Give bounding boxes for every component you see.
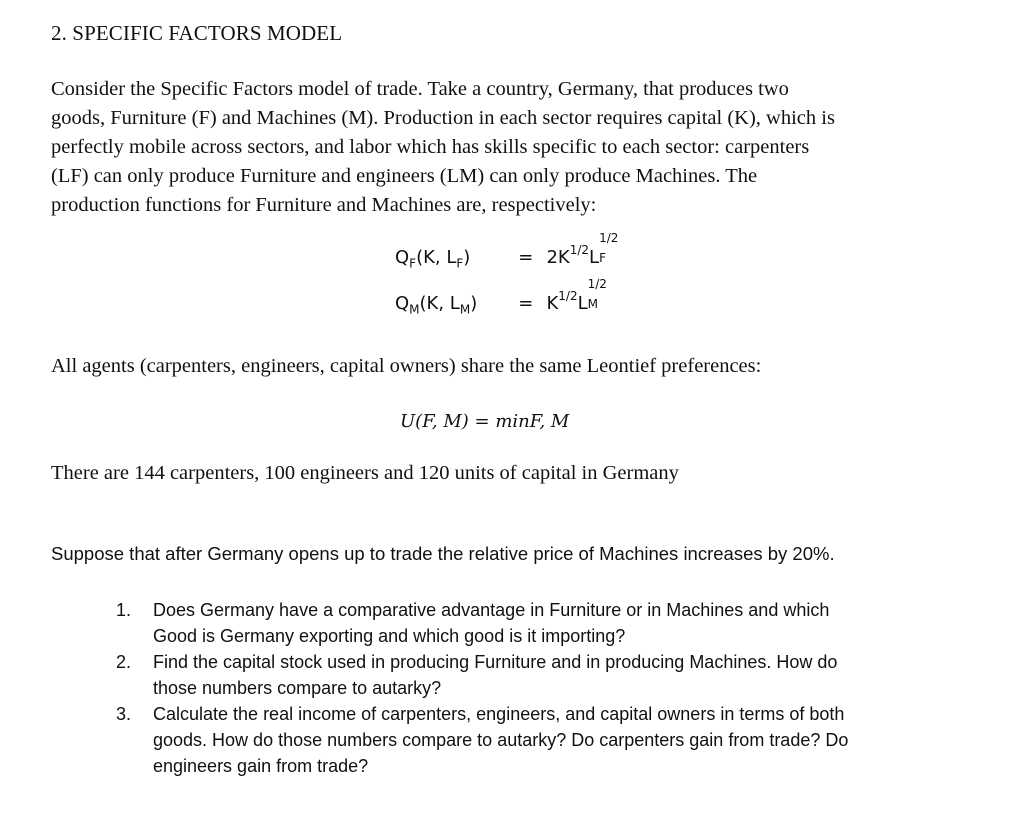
exponent-stack — [599, 231, 619, 265]
equation-lhs — [395, 247, 505, 271]
subscript-l: M — [587, 297, 598, 311]
question-number: 2. — [116, 652, 132, 672]
exponent-l: 1/2 — [587, 277, 607, 291]
subscript-m: M — [409, 302, 420, 317]
exponent-stack — [587, 277, 607, 311]
question-line: Calculate the real income of carpenters, engineers, and capital owners in terms of both — [153, 704, 845, 724]
utility-lhs: U(F, M) — [400, 411, 469, 432]
question-line: goods. How do those numbers compare to autarky? Do carpenters gain from trade? Do — [153, 730, 849, 750]
subscript-l: F — [599, 251, 606, 265]
exponent-l: 1/2 — [599, 231, 619, 245]
question-number: 1. — [116, 600, 132, 620]
equals-sign: = — [474, 411, 490, 432]
equation-args: (K, L — [416, 247, 457, 268]
symbol-l: L — [577, 293, 588, 314]
preferences-text: All agents (carpenters, engineers, capital owners) share the same Leontief preferences: — [51, 355, 762, 377]
subscript-f: F — [409, 256, 417, 271]
question-line: those numbers compare to autarky? — [153, 678, 442, 698]
suppose-text: Suppose that after Germany opens up to trade the relative price of Machines increases by 20%. — [51, 543, 835, 564]
intro-line: goods, Furniture (F) and Machines (M). Production in each sector requires capital (K), which is — [51, 107, 835, 129]
intro-paragraph — [51, 75, 956, 220]
section-heading: 2. SPECIFIC FACTORS MODEL — [51, 21, 343, 45]
question-line: Does Germany have a comparative advantage in Furniture or in Machines and which — [153, 600, 830, 620]
symbol-q: Q — [395, 293, 410, 314]
close-paren: ) — [470, 293, 478, 314]
intro-line: (LF) can only produce Furniture and engineers (LM) can only produce Machines. The — [51, 165, 758, 187]
question-item — [116, 701, 956, 779]
intro-line: perfectly mobile across sectors, and labor which has skills specific to each sector: carpenters — [51, 136, 810, 158]
question-line: Find the capital stock used in producing Furniture and in producing Machines. How do — [153, 652, 838, 672]
utility-function — [400, 411, 569, 432]
question-item — [116, 649, 956, 701]
intro-line: Consider the Specific Factors model of trade. Take a country, Germany, that produces two — [51, 78, 789, 100]
close-paren: ) — [463, 247, 471, 268]
question-number: 3. — [116, 704, 132, 724]
equation-args: (K, L — [419, 293, 460, 314]
endowments-text: There are 144 carpenters, 100 engineers and 120 units of capital in Germany — [51, 462, 679, 484]
symbol-q: Q — [395, 247, 410, 268]
equation-lhs — [395, 293, 505, 317]
intro-line: production functions for Furniture and Machines are, respectively: — [51, 194, 597, 216]
subscript-m: M — [459, 302, 471, 317]
exponent-k: 1/2 — [558, 289, 578, 303]
question-item — [116, 597, 956, 649]
coefficient-k: K — [546, 293, 559, 314]
equals-sign: = — [518, 247, 534, 268]
furniture-production-function — [395, 231, 619, 271]
question-line: Good is Germany exporting and which good is it importing? — [153, 626, 626, 646]
equals-sign: = — [518, 293, 534, 314]
symbol-l: L — [589, 247, 600, 268]
exponent-k: 1/2 — [569, 243, 590, 257]
machines-production-function — [395, 277, 607, 317]
utility-rhs: minF, M — [495, 411, 570, 432]
coefficient-k: 2K — [546, 247, 570, 268]
subscript-f: F — [456, 256, 464, 271]
question-list — [116, 597, 956, 779]
question-line: engineers gain from trade? — [153, 756, 369, 776]
